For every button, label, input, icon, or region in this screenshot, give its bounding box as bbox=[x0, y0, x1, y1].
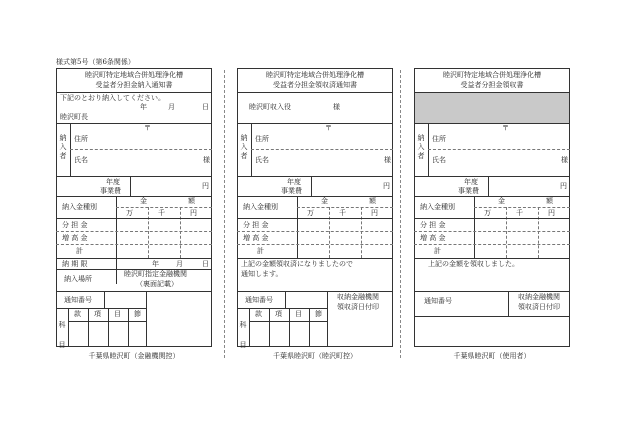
project-cost-label: 事業費 bbox=[458, 187, 479, 195]
payment-place-label: 納入場所 bbox=[64, 275, 92, 283]
stamp-label-2: 領収済日付印 bbox=[337, 303, 379, 311]
shaded-area bbox=[415, 93, 569, 123]
unit-man: 万 bbox=[307, 209, 314, 217]
payer-label: 納入者 bbox=[417, 134, 425, 160]
title-line-2: 受益者分担金納入通知書 bbox=[95, 81, 173, 89]
receipt-message-2: 通知します。 bbox=[241, 270, 283, 278]
stamp-label-1: 収納金融機関 bbox=[518, 293, 560, 301]
footer-text: 千葉県睦沢町（金融機関控） bbox=[88, 352, 180, 360]
postal-mark: 〒 bbox=[502, 124, 509, 132]
category-col-moku: 目 bbox=[295, 310, 302, 318]
row-label-share: 分 担 金 bbox=[243, 221, 269, 229]
receipt-notice-form bbox=[237, 68, 393, 360]
honorific: 様 bbox=[384, 156, 391, 164]
instruction-text: 下記のとおり納入してください。 bbox=[60, 94, 165, 102]
due-day-label: 日 bbox=[202, 260, 209, 268]
notice-number-label: 通知番号 bbox=[245, 296, 273, 304]
addressee: 睦沢町収入役 bbox=[249, 103, 291, 111]
name-label: 氏名 bbox=[432, 156, 446, 164]
honorific: 様 bbox=[561, 156, 568, 164]
address-label: 住所 bbox=[255, 135, 269, 143]
title-line-1: 睦沢町特定地域合併処理浄化槽 bbox=[85, 71, 183, 79]
fiscal-year-label: 年度 bbox=[287, 178, 301, 186]
unit-man: 万 bbox=[484, 209, 491, 217]
unit-sen: 千 bbox=[158, 209, 165, 217]
unit-en: 円 bbox=[371, 209, 378, 217]
category-col-setsu: 節 bbox=[315, 310, 322, 318]
due-date-label: 納 期 限 bbox=[62, 260, 88, 268]
amount-type-label: 納入金種別 bbox=[62, 203, 97, 211]
project-cost-label: 事業費 bbox=[100, 187, 121, 195]
title-line-2: 受益者分担金領収済通知書 bbox=[273, 81, 357, 89]
amount-type-label: 納入金種別 bbox=[420, 203, 455, 211]
receipt-form bbox=[414, 68, 570, 360]
category-col-kou: 項 bbox=[94, 310, 101, 318]
form-number-note: 様式第5号（第6条関係） bbox=[56, 58, 135, 66]
yen-unit: 円 bbox=[560, 182, 567, 190]
unit-en: 円 bbox=[190, 209, 197, 217]
notice-number-label: 通知番号 bbox=[64, 296, 92, 304]
category-col-moku: 目 bbox=[114, 310, 121, 318]
amount-header-1: 金 bbox=[321, 197, 328, 205]
address-label: 住所 bbox=[432, 135, 446, 143]
footer-text: 千葉県睦沢町（睦沢町控） bbox=[273, 352, 357, 360]
issuer-name: 睦沢町長 bbox=[60, 113, 88, 121]
footer-text: 千葉県睦沢町（使用者） bbox=[453, 352, 531, 360]
date-month-label: 月 bbox=[168, 103, 175, 111]
category-col-kan: 款 bbox=[255, 310, 262, 318]
category-label: 科目 bbox=[239, 321, 247, 349]
payment-place-note: （裏面記載） bbox=[136, 280, 178, 288]
row-label-increase: 増 高 金 bbox=[243, 234, 269, 242]
notice-number-label: 通知番号 bbox=[424, 297, 452, 305]
row-label-increase: 増 高 金 bbox=[62, 234, 88, 242]
category-col-kan: 款 bbox=[74, 310, 81, 318]
cut-line-1 bbox=[224, 70, 225, 358]
cut-line-2 bbox=[400, 70, 401, 358]
payer-label: 納入者 bbox=[240, 134, 248, 160]
unit-sen: 千 bbox=[339, 209, 346, 217]
row-label-total: 計 bbox=[76, 247, 83, 255]
name-label: 氏名 bbox=[255, 156, 269, 164]
name-label: 氏名 bbox=[74, 156, 88, 164]
payment-place-value: 睦沢町指定金融機関 bbox=[124, 270, 187, 278]
row-label-share: 分 担 金 bbox=[62, 221, 88, 229]
category-label: 科目 bbox=[58, 321, 66, 349]
row-label-increase: 増 高 金 bbox=[420, 234, 446, 242]
category-col-kou: 項 bbox=[275, 310, 282, 318]
honorific: 様 bbox=[203, 156, 210, 164]
payer-label: 納入者 bbox=[59, 134, 67, 160]
yen-unit: 円 bbox=[202, 182, 209, 190]
due-month-label: 月 bbox=[176, 260, 183, 268]
postal-mark: 〒 bbox=[325, 124, 332, 132]
amount-header-2: 額 bbox=[188, 197, 195, 205]
payment-notice-form bbox=[56, 68, 212, 360]
yen-unit: 円 bbox=[383, 182, 390, 190]
category-col-setsu: 節 bbox=[134, 310, 141, 318]
row-label-total: 計 bbox=[257, 247, 264, 255]
receipt-message-1: 上記の金額を領収しました。 bbox=[428, 260, 519, 268]
address-label: 住所 bbox=[74, 135, 88, 143]
unit-sen: 千 bbox=[516, 209, 523, 217]
fiscal-year-label: 年度 bbox=[464, 178, 478, 186]
row-label-share: 分 担 金 bbox=[420, 221, 446, 229]
title-line-1: 睦沢町特定地域合併処理浄化槽 bbox=[443, 71, 541, 79]
postal-mark: 〒 bbox=[144, 124, 151, 132]
receipt-message-1: 上記の金額領収済になりましたので bbox=[241, 260, 353, 268]
stamp-label-2: 領収済日付印 bbox=[518, 303, 560, 311]
unit-en: 円 bbox=[548, 209, 555, 217]
project-cost-label: 事業費 bbox=[281, 187, 302, 195]
due-year-label: 年 bbox=[152, 260, 159, 268]
row-label-total: 計 bbox=[434, 247, 441, 255]
amount-header-1: 金 bbox=[140, 197, 147, 205]
date-day-label: 日 bbox=[202, 103, 209, 111]
unit-man: 万 bbox=[126, 209, 133, 217]
date-year-label: 年 bbox=[140, 103, 147, 111]
title-line-1: 睦沢町特定地域合併処理浄化槽 bbox=[266, 71, 364, 79]
addressee-honorific: 様 bbox=[333, 103, 340, 111]
amount-type-label: 納入金種別 bbox=[243, 203, 278, 211]
stamp-label-1: 収納金融機関 bbox=[337, 293, 379, 301]
amount-header-2: 額 bbox=[546, 197, 553, 205]
title-line-2: 受益者分担金領収書 bbox=[460, 81, 524, 89]
amount-header-1: 金 bbox=[498, 197, 505, 205]
amount-header-2: 額 bbox=[369, 197, 376, 205]
fiscal-year-label: 年度 bbox=[106, 178, 120, 186]
